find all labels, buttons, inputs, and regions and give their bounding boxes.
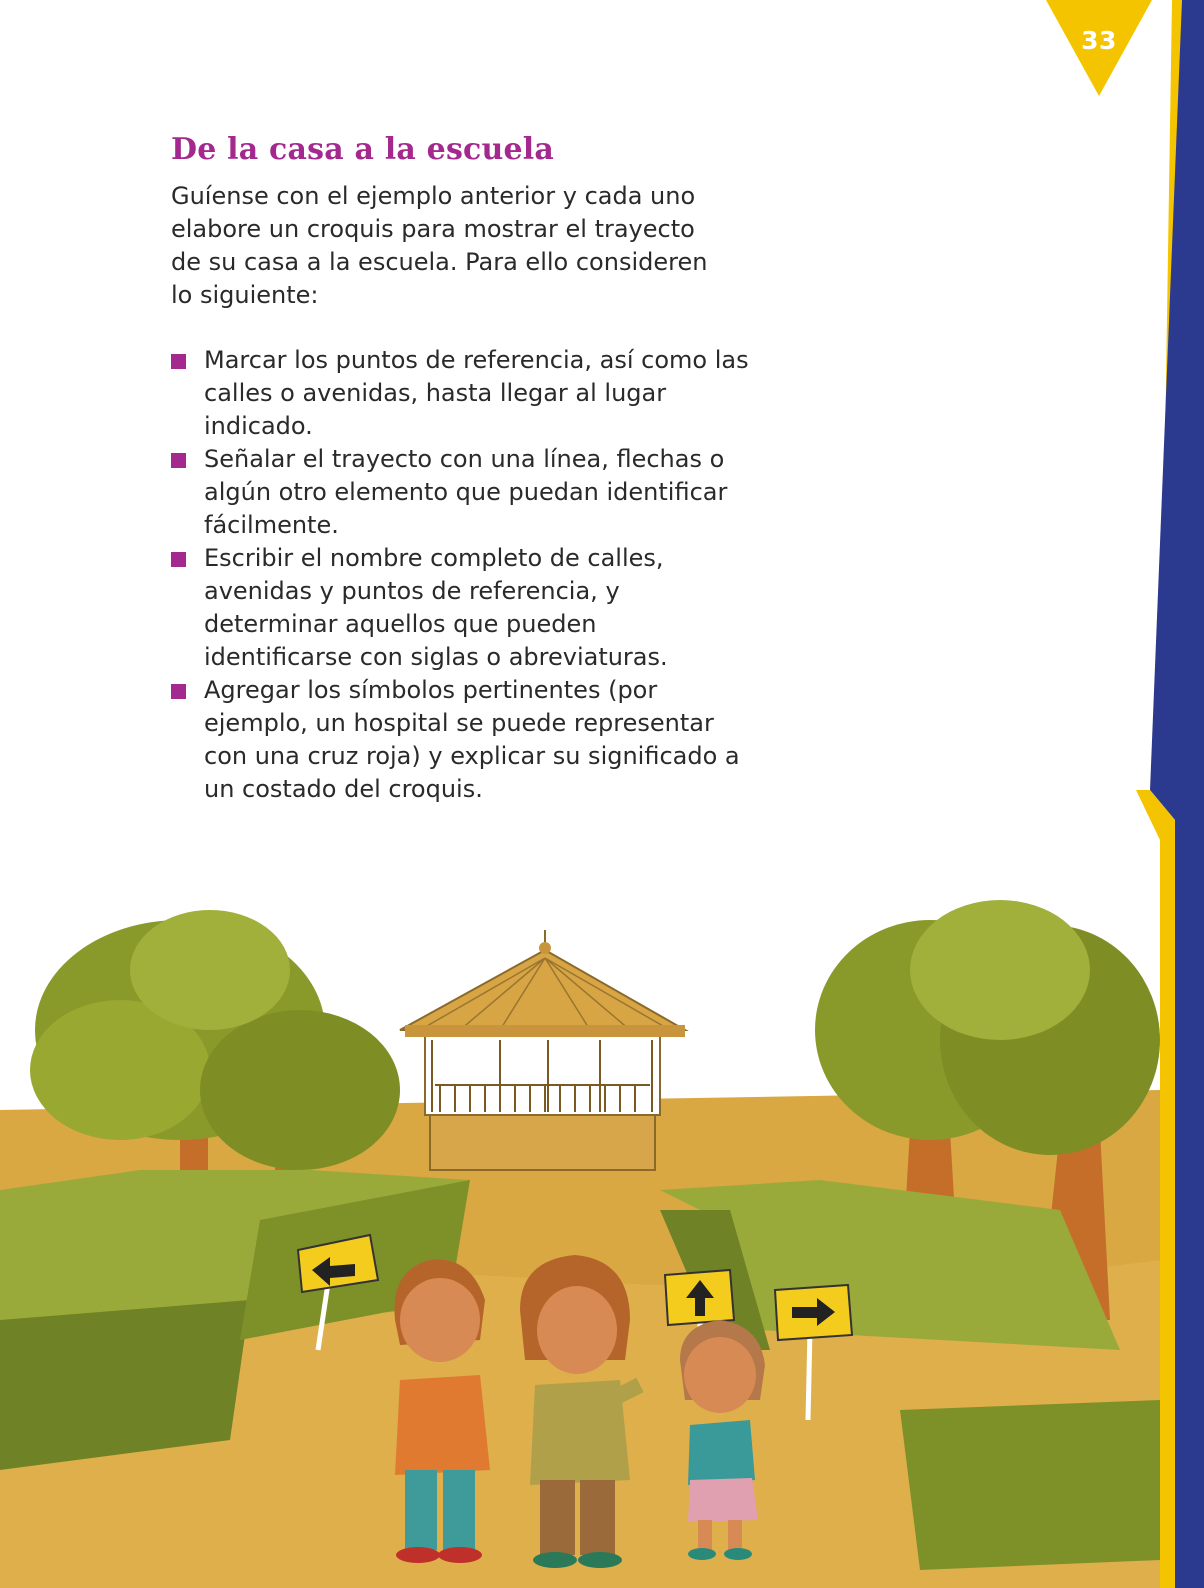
gazebo — [400, 930, 685, 1170]
list-item — [171, 674, 751, 806]
square-bullet-icon — [171, 552, 186, 567]
list-item-text: Agregar los símbolos pertinentes (por ejemplo, un hospital se puede representar con una cruz roja) y explicar su significado a un costado del croquis. — [204, 676, 740, 803]
list-item-text: Escribir el nombre completo de calles, avenidas y puntos de referencia, y determinar aquellos que pueden identificarse con siglas o abreviaturas. — [204, 544, 668, 671]
square-bullet-icon — [171, 354, 186, 369]
list-item-text: Marcar los puntos de referencia, así como las calles o avenidas, hasta llegar al lugar indicado. — [204, 346, 749, 440]
intro-paragraph: Guíense con el ejemplo anterior y cada uno elabore un croquis para mostrar el trayecto de su casa a la escuela. Para ello consideren lo siguiente: — [171, 182, 708, 309]
instruction-list — [171, 344, 751, 806]
list-item — [171, 344, 751, 443]
square-bullet-icon — [171, 453, 186, 468]
park-illustration — [0, 880, 1160, 1588]
list-item-text: Señalar el trayecto con una línea, flechas o algún otro elemento que puedan identificar fácilmente. — [204, 445, 728, 539]
page-number: 33 — [1081, 26, 1117, 55]
list-item — [171, 542, 751, 674]
section-heading: De la casa a la escuela — [171, 132, 555, 167]
square-bullet-icon — [171, 684, 186, 699]
list-item — [171, 443, 751, 542]
